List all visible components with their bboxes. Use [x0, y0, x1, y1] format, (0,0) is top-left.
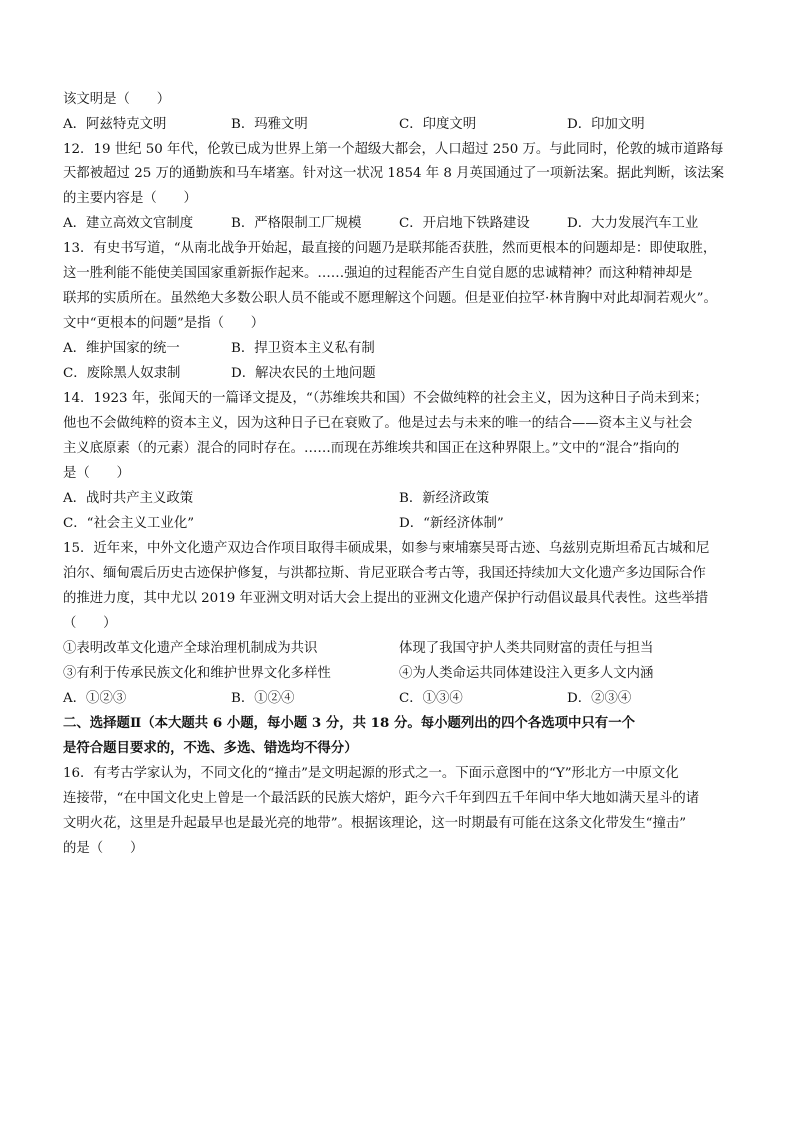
- q13-option-c[interactable]: C．废除黑人奴隶制: [63, 366, 181, 381]
- q12-option-d[interactable]: D．大力发展汽车工业: [567, 216, 699, 231]
- q11-option-a[interactable]: A．阿兹特克文明: [63, 117, 167, 132]
- q15-statement-1: ①表明改革文化遗产全球治理机制成为共识: [63, 641, 318, 656]
- q14-stem-line-3: 主义底原素（的元素）混合的同时存在。……而现在苏维埃共和国正在这种界限上。”文中的“混合”指向的: [63, 441, 680, 456]
- q13-stem-line-3: 联邦的实质所在。虽然绝大多数公职人员不能或不愿理解这个问题。但是亚伯拉罕·林肯胸中对此却洞若观火”。: [63, 291, 717, 306]
- q14-option-a[interactable]: A．战时共产主义政策: [63, 491, 194, 506]
- q13-option-a[interactable]: A．维护国家的统一: [63, 341, 180, 356]
- q12-stem-line-1: 12．19 世纪 50 年代，伦敦已成为世界上第一个超级大都会，人口超过 250 万。与此同时，伦敦的城市道路每: [63, 142, 724, 157]
- q11-option-c[interactable]: C．印度文明: [399, 117, 477, 132]
- q11-option-d[interactable]: D．印加文明: [567, 117, 645, 132]
- q16-stem-line-2: 连接带，“在中国文化史上曾是一个最活跃的民族大熔炉，距今六千年到四五千年间中华大地如满天星斗的诸: [63, 791, 700, 806]
- section-2-heading-line-2: 是符合题目要求的，不选、多选、错选均不得分）: [63, 740, 358, 756]
- q14-stem-line-2: 他也不会做纯粹的资本主义，因为这种日子已在衰败了。他是过去与未来的唯一的结合——资本主义与社会: [63, 416, 693, 431]
- q15-statement-4: ④为人类命运共同体建设注入更多人文内涵: [399, 666, 654, 681]
- q12-stem-line-3: 的主要内容是（ ）: [63, 191, 197, 206]
- q11-stem-tail: 该文明是（ ）: [63, 92, 171, 107]
- q11-option-b[interactable]: B．玛雅文明: [231, 117, 308, 132]
- q15-stem-line-4: （ ）: [63, 616, 117, 631]
- q13-stem-line-1: 13．有史书写道，“从南北战争开始起，最直接的问题乃是联邦能否获胜，然而更根本的问题却是：即使取胜，: [63, 241, 717, 256]
- q14-stem-line-4: 是（ ）: [63, 466, 130, 481]
- section-2-heading-line-1: 二、选择题Ⅱ（本大题共 6 小题，每小题 3 分，共 18 分。每小题列出的四个各选项中只有一个: [63, 715, 635, 731]
- q13-stem-line-2: 这一胜利能不能使美国国家重新振作起来。……强迫的过程能否产生自觉自愿的忠诚精神？而这种精神却是: [63, 266, 693, 281]
- q12-option-c[interactable]: C．开启地下铁路建设: [399, 216, 530, 231]
- q15-option-d[interactable]: D．②③④: [567, 691, 632, 706]
- q16-stem-line-3: 文明火花，这里是升起最早也是最光亮的地带”。根据该理论，这一时期最有可能在这条文化带发生“撞击”: [63, 816, 687, 831]
- q15-option-a[interactable]: A．①②③: [63, 691, 127, 706]
- q13-option-b[interactable]: B．捍卫资本主义私有制: [231, 341, 375, 356]
- q15-stem-line-3: 的推进力度，其中尤以 2019 年亚洲文明对话大会上提出的亚洲文化遗产保护行动倡议最具代表性。这些举措: [63, 591, 709, 606]
- q14-option-d[interactable]: D．“新经济体制”: [399, 516, 504, 531]
- q15-statement-3: ③有利于传承民族文化和维护世界文化多样性: [63, 666, 331, 681]
- q15-option-c[interactable]: C．①③④: [399, 691, 463, 706]
- q13-stem-line-4: 文中“更根本的问题”是指（ ）: [63, 316, 265, 331]
- q15-option-b[interactable]: B．①②④: [231, 691, 295, 706]
- q13-option-d[interactable]: D．解决农民的土地问题: [231, 366, 376, 381]
- q14-stem-line-1: 14．1923 年，张闻天的一篇译文提及，“（苏维埃共和国）不会做纯粹的社会主义，因为这种日子尚未到来；: [63, 391, 708, 406]
- q16-stem-line-4: 的是（ ）: [63, 841, 144, 856]
- q12-option-a[interactable]: A．建立高效文官制度: [63, 216, 194, 231]
- q15-statement-2: 体现了我国守护人类共同财富的责任与担当: [399, 641, 654, 656]
- q14-option-c[interactable]: C．“社会主义工业化”: [63, 516, 195, 531]
- q14-option-b[interactable]: B．新经济政策: [399, 491, 490, 506]
- q15-stem-line-2: 泊尔、缅甸震后历史古迹保护修复，与洪都拉斯、肯尼亚联合考古等，我国还持续加大文化遗产多边国际合作: [63, 566, 706, 581]
- q12-option-b[interactable]: B．严格限制工厂规模: [231, 216, 362, 231]
- q15-stem-line-1: 15．近年来，中外文化遗产双边合作项目取得丰硕成果，如参与柬埔寨吴哥古迹、乌兹别克斯坦希瓦古城和尼: [63, 541, 710, 556]
- q16-stem-line-1: 16．有考古学家认为，不同文化的“撞击”是文明起源的形式之一。下面示意图中的“Y”形北方一中原文化: [63, 766, 679, 781]
- q12-stem-line-2: 天都被超过 25 万的通勤族和马车堵塞。针对这一状况 1854 年 8 月英国通过了一项新法案。据此判断，该法案: [63, 166, 724, 181]
